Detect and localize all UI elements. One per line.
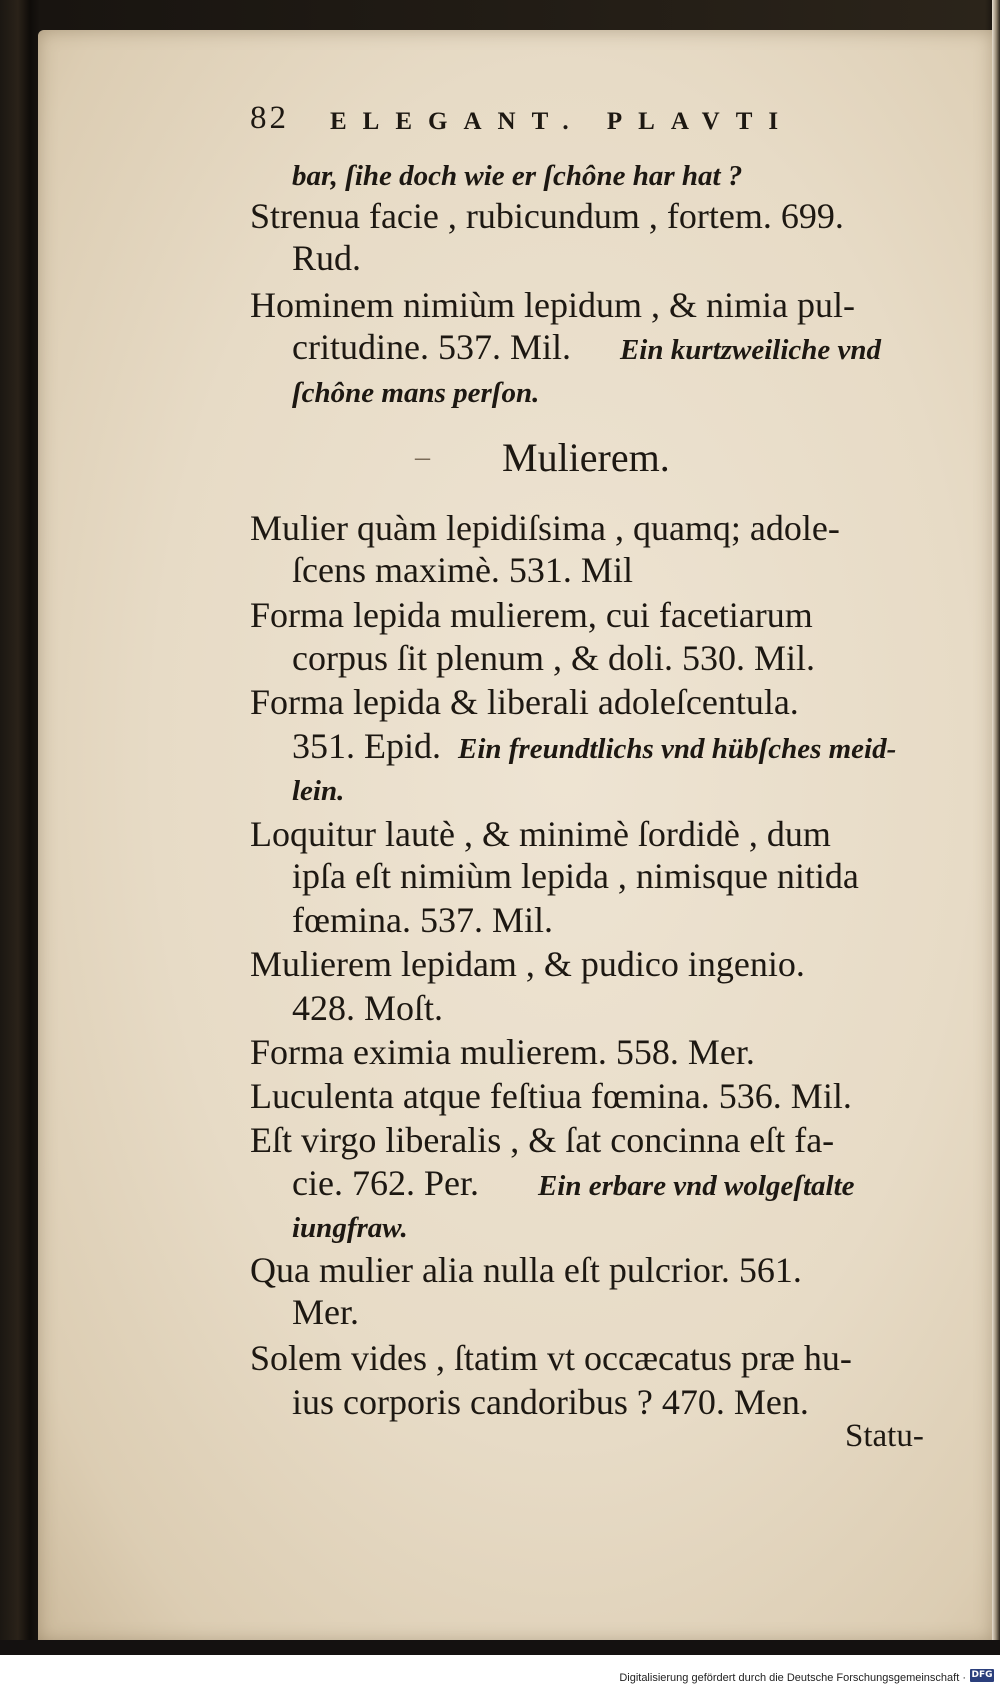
scan-bottom-edge	[0, 1640, 1000, 1655]
text-line	[250, 196, 844, 236]
text-line	[292, 1292, 359, 1332]
latin-text: critudine. 537. Mil.	[292, 327, 571, 367]
text-line	[292, 370, 539, 413]
latin-text: Forma eximia mulierem. 558. Mer.	[250, 1032, 755, 1072]
text-line	[250, 285, 855, 325]
latin-text: Strenua facie , rubicundum , fortem. 699.	[250, 196, 844, 236]
latin-text: Rud.	[292, 238, 362, 278]
text-line	[250, 1338, 852, 1378]
running-title: ELEGANT. PLAVTI	[330, 108, 795, 135]
text-line	[250, 1120, 834, 1160]
ornament-dash: –	[415, 440, 430, 473]
latin-text: Mulierem lepidam , & pudico ingenio.	[250, 944, 805, 984]
section-heading: Mulierem.	[502, 435, 670, 480]
text-line	[292, 988, 443, 1028]
latin-text: Forma lepida mulierem, cui facetiarum	[250, 595, 813, 635]
latin-text: Mulier quàm lepidiſsima , quamq; adole-	[250, 508, 840, 548]
text-line	[292, 327, 881, 370]
german-gloss: iungfraw.	[292, 1212, 408, 1244]
text-line	[250, 508, 840, 548]
latin-text: Loquitur lautè , & minimè ſordidè , dum	[250, 814, 831, 854]
latin-text: fœmina. 537. Mil.	[292, 900, 553, 940]
dfg-logo: DFG	[971, 1670, 993, 1680]
page-edge	[992, 0, 1000, 1655]
german-gloss: Ein kurtzweiliche vnd	[619, 334, 882, 366]
footer-bar	[0, 1655, 1000, 1691]
text-line	[292, 1205, 408, 1248]
text-line	[250, 595, 813, 635]
german-gloss: lein.	[292, 775, 345, 807]
text-line	[250, 1032, 755, 1072]
catchword: Statu-	[845, 1418, 924, 1454]
latin-text: Solem vides , ſtatim vt occæcatus præ hu-	[250, 1338, 852, 1378]
latin-text: Eſt virgo liberalis , & ſat concinna eſt fa-	[250, 1120, 835, 1160]
text-line	[292, 1163, 855, 1206]
latin-text: Mer.	[292, 1292, 359, 1332]
text-line	[292, 768, 344, 811]
german-gloss: ſchône mans perſon.	[292, 377, 540, 409]
text-line	[250, 1076, 852, 1116]
latin-text: corpus ſit plenum , & doli. 530. Mil.	[292, 638, 815, 678]
text-line	[250, 944, 805, 984]
latin-text: 428. Moſt.	[292, 988, 444, 1028]
text-line	[250, 814, 831, 854]
text-line	[292, 550, 633, 590]
text-line	[292, 638, 815, 678]
text-line	[250, 682, 799, 722]
text-line	[292, 1382, 809, 1422]
latin-text: Luculenta atque feſtiua fœmina. 536. Mil.	[250, 1076, 852, 1116]
funding-credit: Digitalisierung gefördert durch die Deutsche Forschungsgemeinschaft ·	[619, 1672, 966, 1684]
german-gloss: bar, ſihe doch wie er ſchône har hat ?	[292, 160, 743, 192]
text-line	[250, 1250, 802, 1290]
latin-text: Forma lepida & liberali adoleſcentula.	[250, 682, 799, 722]
text-line	[292, 726, 896, 769]
text-line	[292, 153, 742, 196]
latin-text: ius corporis candoribus ? 470. Men.	[292, 1382, 809, 1422]
latin-text: 351. Epid.	[292, 726, 441, 766]
latin-text: ſcens maximè. 531. Mil	[292, 550, 633, 590]
german-gloss: Ein erbare vnd wolgeſtalte	[537, 1170, 855, 1202]
latin-text: Qua mulier alia nulla eſt pulcrior. 561.	[250, 1250, 802, 1290]
text-line	[292, 238, 361, 278]
text-line	[292, 900, 553, 940]
latin-text: ipſa eſt nimiùm lepida , nimisque nitida	[292, 856, 859, 896]
text-line	[292, 856, 859, 896]
latin-text: cie. 762. Per.	[292, 1163, 479, 1203]
latin-text: Hominem nimiùm lepidum , & nimia pul-	[250, 285, 855, 325]
german-gloss: Ein freundtlichs vnd hübſches meid-	[458, 733, 897, 765]
page-number: 82	[250, 100, 289, 136]
